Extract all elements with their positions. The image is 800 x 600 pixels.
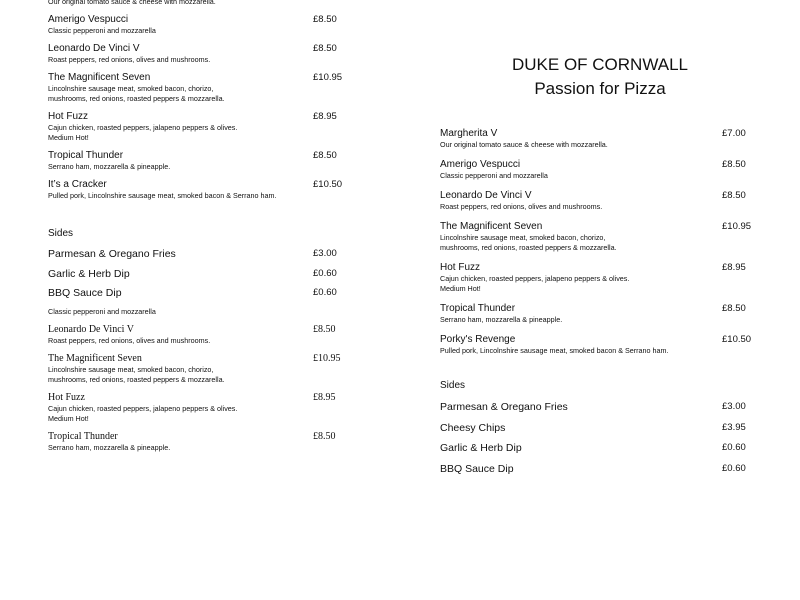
side-price: £0.60: [313, 267, 337, 279]
restaurant-title: DUKE OF CORNWALL: [511, 55, 688, 74]
side-name: BBQ Sauce Dip: [48, 287, 122, 299]
menu-item: [48, 43, 348, 65]
side-price: £3.95: [722, 421, 746, 433]
item-description: Cajun chicken, roasted peppers, jalapeno peppers & olives.: [48, 123, 238, 132]
item-description: Roast peppers, red onions, olives and mushrooms.: [48, 335, 211, 345]
side-item: [440, 463, 760, 484]
item-price: £8.50: [313, 43, 337, 54]
item-description: Lincolnshire sausage meat, smoked bacon, chorizo,: [48, 364, 214, 374]
side-name: Garlic & Herb Dip: [440, 442, 522, 454]
menu-item: [48, 72, 348, 104]
item-price: £8.50: [722, 303, 746, 314]
menu-item: [48, 111, 348, 143]
item-name: Amerigo Vespucci: [440, 159, 521, 170]
item-price: £10.95: [313, 352, 341, 364]
item-name: Leonardo De Vinci V: [48, 43, 140, 54]
item-price: £8.95: [722, 262, 746, 273]
side-item: [440, 422, 760, 443]
item-description: Our original tomato sauce & cheese with mozzarella.: [440, 140, 608, 149]
menu-item: [48, 431, 348, 453]
item-price: £10.95: [722, 221, 752, 232]
item-description: Serrano ham, mozzarella & pineapple.: [48, 442, 171, 452]
item-price: £10.95: [313, 72, 343, 83]
item-description: mushrooms, red onions, roasted peppers & mozzarella.: [48, 94, 225, 103]
item-price: £8.50: [722, 190, 746, 201]
item-price: £8.50: [722, 159, 746, 170]
item-description: Classic pepperoni and mozzarella: [440, 171, 548, 180]
item-name: Tropical Thunder: [48, 430, 118, 442]
item-description: Roast peppers, red onions, olives and mushrooms.: [48, 55, 211, 64]
item-name: Hot Fuzz: [440, 262, 481, 273]
item-description: Cajun chicken, roasted peppers, jalapeno peppers & olives.: [48, 403, 238, 413]
menu-item: [440, 128, 760, 150]
side-price: £0.60: [722, 442, 746, 453]
side-item: [48, 248, 348, 268]
item-description: mushrooms, red onions, roasted peppers & mozzarella.: [48, 374, 225, 384]
side-name: Parmesan & Oregano Fries: [48, 248, 176, 260]
menu-item: [48, 14, 348, 36]
side-item: [48, 287, 348, 307]
item-description: mushrooms, red onions, roasted peppers & mozzarella.: [440, 243, 617, 252]
side-price: £3.00: [313, 248, 337, 259]
menu-item: [48, 324, 348, 346]
item-name: The Magnificent Seven: [440, 221, 543, 232]
item-name: Amerigo Vespucci: [48, 14, 129, 25]
side-item: [440, 401, 760, 422]
item-description: Roast peppers, red onions, olives and mushrooms.: [440, 202, 603, 211]
item-description: Lincolnshire sausage meat, smoked bacon, chorizo,: [440, 233, 606, 242]
sides-heading: Sides: [440, 380, 466, 391]
item-price: £8.50: [313, 323, 336, 335]
side-name: Cheesy Chips: [440, 421, 506, 434]
side-name: Garlic & Herb Dip: [48, 267, 130, 280]
item-price: £8.95: [313, 391, 336, 403]
restaurant-subtitle: Passion for Pizza: [534, 79, 666, 98]
side-item: [440, 442, 760, 463]
item-description: Classic pepperoni and mozzarella: [48, 26, 156, 35]
menu-item: [440, 262, 760, 294]
menu-item: [48, 392, 348, 424]
menu-item: [440, 334, 760, 356]
menu-item: [48, 353, 348, 385]
sides-heading: Sides: [48, 228, 74, 239]
menu-item: [440, 190, 760, 212]
item-name: Porky's Revenge: [440, 334, 516, 345]
item-description: Cajun chicken, roasted peppers, jalapeno peppers & olives.: [440, 274, 630, 283]
item-name: The Magnificent Seven: [48, 352, 142, 364]
side-price: £0.60: [313, 287, 337, 298]
menu-item: [48, 179, 348, 201]
item-description: Classic pepperoni and mozzarella: [48, 306, 156, 316]
item-name: Tropical Thunder: [440, 303, 516, 314]
item-name: Hot Fuzz: [48, 111, 89, 122]
side-name: BBQ Sauce Dip: [440, 462, 514, 475]
side-price: £3.00: [722, 401, 746, 412]
menu-item: [440, 303, 760, 325]
item-name: Leonardo De Vinci V: [440, 190, 532, 201]
item-description: Pulled pork, Lincolnshire sausage meat, smoked bacon & Serrano ham.: [440, 346, 669, 355]
item-description: Serrano ham, mozzarella & pineapple.: [48, 162, 171, 171]
menu-item: [440, 221, 760, 253]
item-name: Hot Fuzz: [48, 391, 85, 403]
menu-item: [440, 159, 760, 181]
item-description: Medium Hot!: [48, 413, 89, 423]
item-description: Medium Hot!: [48, 133, 89, 142]
item-price: £10.50: [722, 334, 752, 345]
item-description: Lincolnshire sausage meat, smoked bacon, chorizo,: [48, 84, 214, 93]
side-price: £0.60: [722, 462, 746, 474]
item-price: £10.50: [313, 179, 343, 190]
menu-item: [48, 150, 348, 172]
item-description: Serrano ham, mozzarella & pineapple.: [440, 315, 563, 324]
item-description: Pulled pork, Lincolnshire sausage meat, smoked bacon & Serrano ham.: [48, 191, 277, 200]
side-name: Parmesan & Oregano Fries: [440, 401, 568, 413]
item-name: Leonardo De Vinci V: [48, 323, 134, 335]
item-name: It’s a Cracker: [48, 179, 107, 190]
item-description: Medium Hot!: [440, 284, 481, 293]
item-price: £8.50: [313, 150, 337, 161]
side-item: [48, 268, 348, 288]
item-description: Our original tomato sauce & cheese with mozzarella.: [48, 0, 216, 6]
right-menu-page: [440, 128, 760, 483]
item-name: Tropical Thunder: [48, 150, 124, 161]
item-price: £8.50: [313, 430, 336, 442]
item-price: £7.00: [722, 128, 746, 139]
item-name: The Magnificent Seven: [48, 72, 151, 83]
left-menu-page: [48, 0, 348, 460]
item-name: Margherita V: [440, 128, 498, 139]
item-price: £8.95: [313, 111, 337, 122]
item-price: £8.50: [313, 14, 337, 25]
